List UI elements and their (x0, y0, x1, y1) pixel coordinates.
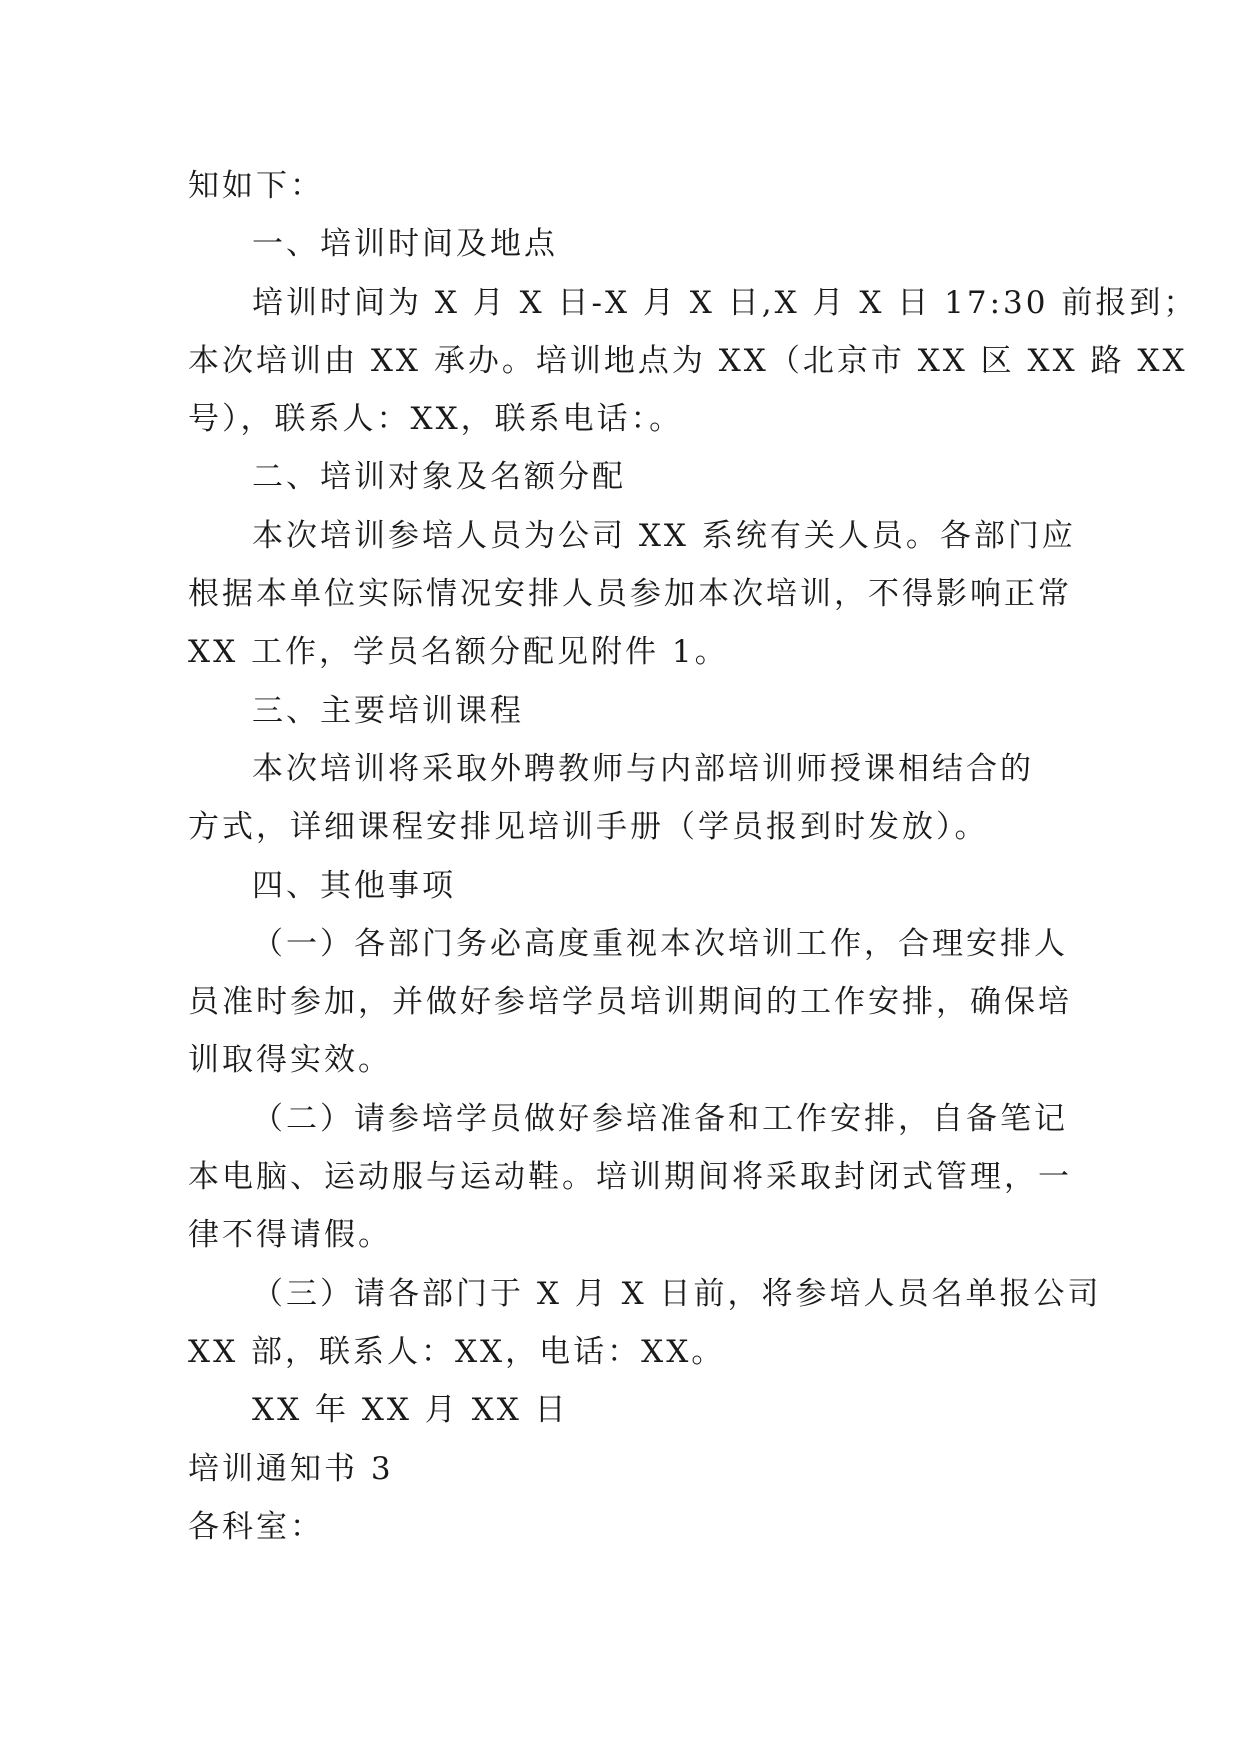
text-line: 本次培训将采取外聘教师与内部培训师授课相结合的 (252, 750, 1034, 787)
text-line: XX 部，联系人：XX，电话：XX。 (188, 1333, 726, 1370)
text-line: 本电脑、运动服与运动鞋。培训期间将采取封闭式管理，一 (188, 1159, 1072, 1196)
text-line: 训取得实效。 (188, 1042, 392, 1079)
text-line: 号），联系人：XX，联系电话：。 (188, 401, 684, 438)
section-heading-1: 一、培训时间及地点 (252, 226, 558, 263)
text-line: XX 工作，学员名额分配见附件 1。 (188, 634, 729, 671)
section-heading-3: 三、主要培训课程 (252, 692, 524, 729)
document-title: 培训通知书 3 (188, 1450, 394, 1487)
text-line: （三）请各部门于 X 月 X 日前，将参培人员名单报公司 (252, 1275, 1102, 1312)
text-line: 员准时参加，并做好参培学员培训期间的工作安排，确保培 (188, 984, 1072, 1021)
document-body (188, 157, 1198, 1556)
text-line: 律不得请假。 (188, 1217, 392, 1254)
section-heading-4: 四、其他事项 (252, 867, 456, 904)
text-line: 本次培训由 XX 承办。培训地点为 XX（北京市 XX 区 XX 路 XX (188, 342, 1188, 379)
text-line: 方式，详细课程安排见培训手册（学员报到时发放）。 (188, 809, 989, 846)
text-line: （一）各部门务必高度重视本次培训工作，合理安排人 (252, 925, 1068, 962)
text-line: 培训时间为 X 月 X 日-X 月 X 日,X 月 X 日 17:30 前报到； (252, 284, 1198, 321)
section-heading-2: 二、培训对象及名额分配 (252, 459, 626, 496)
text-line: 本次培训参培人员为公司 XX 系统有关人员。各部门应 (252, 517, 1076, 554)
recipient-line: 各科室： (188, 1508, 324, 1545)
document-date: XX 年 XX 月 XX 日 (252, 1392, 569, 1429)
text-line: 根据本单位实际情况安排人员参加本次培训，不得影响正常 (188, 576, 1072, 613)
text-line: 知如下： (188, 168, 324, 204)
text-line: （二）请参培学员做好参培准备和工作安排，自备笔记 (252, 1100, 1068, 1137)
